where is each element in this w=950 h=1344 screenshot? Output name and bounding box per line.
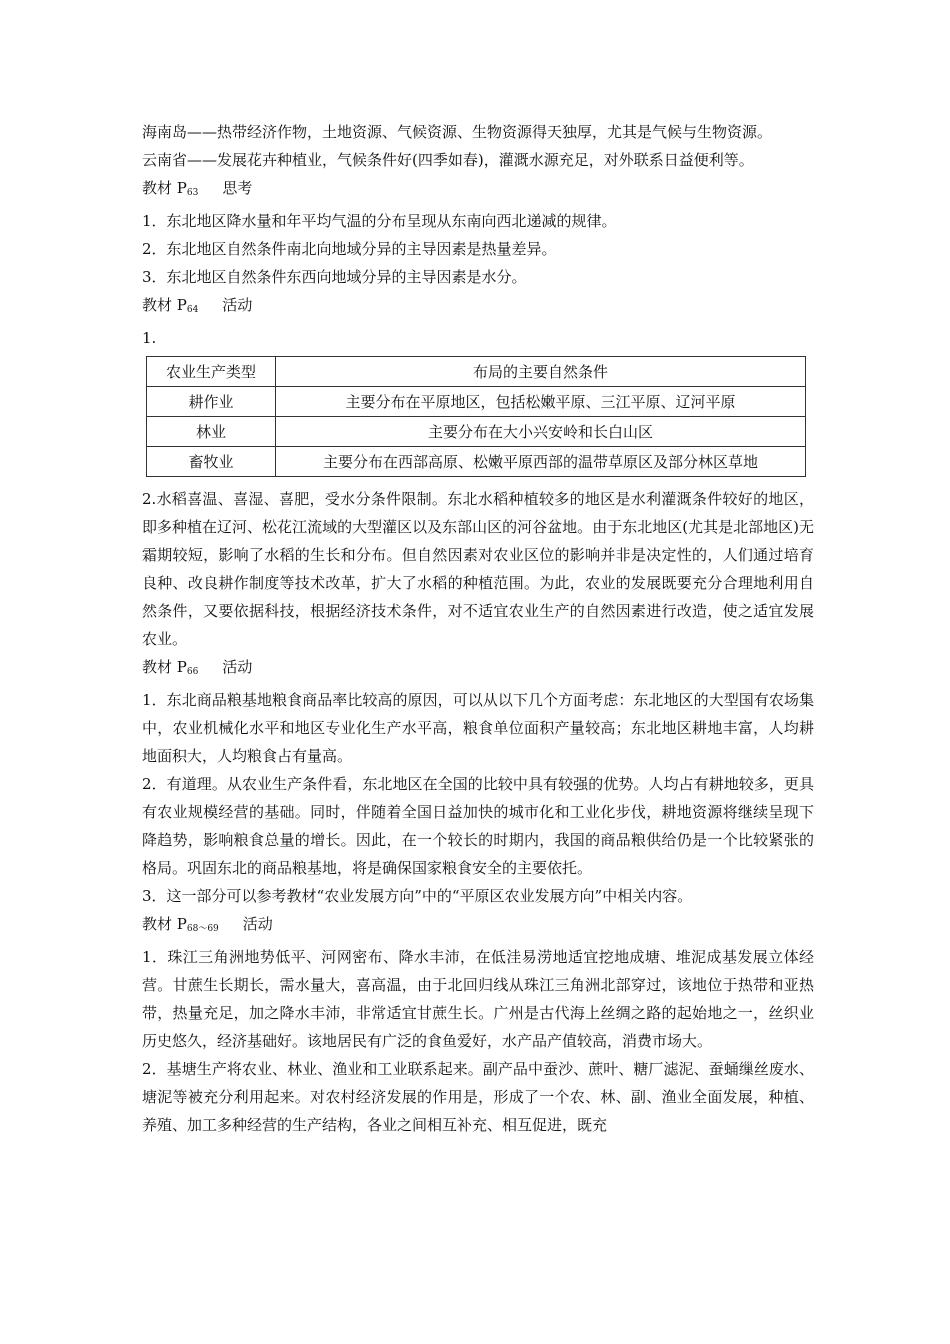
paragraph-yunnan: 云南省——发展花卉种植业，气候条件好(四季如春)，灌溉水源充足，对外联系日益便利等。 — [142, 151, 754, 169]
table-header-cell: 农业生产类型 — [147, 357, 276, 387]
page-number: 68～69 — [186, 924, 219, 934]
section-heading-p63 — [142, 174, 814, 207]
list-item: 2．有道理。从农业生产条件看，东北地区在全国的比较中具有较强的优势。人均占有耕地较多，更具有农业规模经营的基础。同时，伴随着全国日益加快的城市化和工业化步伐，耕地资源将继续呈现下降趋势，影响粮食总量的增长。因此，在一个较长的时期内，我国的商品粮供给仍是一个比较紧张的格局。巩固东北的商品粮基地，将是确保国家粮食安全的主要依托。 — [142, 775, 814, 877]
page-number: 63 — [186, 188, 199, 198]
agriculture-table — [146, 356, 806, 477]
table-cell: 主要分布在大小兴安岭和长白山区 — [276, 417, 806, 447]
table-header-row — [147, 357, 806, 387]
section-heading-prefix: 教材 P — [142, 179, 187, 197]
document-body — [142, 118, 814, 1139]
list-item: 2．东北地区自然条件南北向地域分异的主导因素是热量差异。 — [142, 240, 557, 258]
section-heading-prefix: 教材 P — [142, 296, 187, 314]
section-heading-prefix: 教材 P — [142, 915, 187, 933]
paragraph-hainan: 海南岛——热带经济作物，土地资源、气候资源、生物资源得天独厚，尤其是气候与生物资源。 — [142, 123, 773, 141]
paragraph-rice: 2.水稻喜温、喜湿、喜肥，受水分条件限制。东北水稻种植较多的地区是水利灌溉条件较好的地区，即多种植在辽河、松花江流域的大型灌区以及东部山区的河谷盆地。由于东北地区(尤其是北部地区)无霜期较短，影响了水稻的生长和分布。但自然因素对农业区位的影响并非是决定性的，人们通过培育良种、改良耕作制度等技术改革，扩大了水稻的种植范围。为此，农业的发展既要充分合理地利用自然条件，又要依据科技，根据经济技术条件，对不适宜农业生产的自然因素进行改造，使之适宜发展农业。 — [142, 490, 814, 648]
section-heading-p66 — [142, 653, 814, 686]
list-item: 3．这一部分可以参考教材“农业发展方向”中的“平原区农业发展方向”中相关内容。 — [142, 887, 693, 905]
section-heading-title: 活动 — [222, 296, 253, 314]
list-item: 1．珠江三角洲地势低平、河网密布、降水丰沛，在低洼易涝地适宜挖地成塘、堆泥成基发展立体经营。甘蔗生长期长，需水量大，喜高温，由于北回归线从珠江三角洲北部穿过，该地位于热带和亚热带，热量充足，加之降水丰沛，非常适宜甘蔗生长。广州是古代海上丝绸之路的起始地之一，丝织业历史悠久，经济基础好。该地居民有广泛的食鱼爱好，水产品产值较高，消费市场大。 — [142, 948, 814, 1050]
table-cell: 林业 — [147, 417, 276, 447]
table-cell: 主要分布在平原地区，包括松嫩平原、三江平原、辽河平原 — [276, 387, 806, 417]
list-item-number: 1. — [142, 329, 157, 347]
table-cell: 畜牧业 — [147, 447, 276, 477]
section-heading-title: 活动 — [222, 658, 253, 676]
table-header-cell: 布局的主要自然条件 — [276, 357, 806, 387]
section-heading-title: 活动 — [242, 915, 273, 933]
list-item: 2．基塘生产将农业、林业、渔业和工业联系起来。副产品中蚕沙、蔗叶、糖厂滤泥、蚕蛹缫丝废水、塘泥等被充分利用起来。对农村经济发展的作用是，形成了一个农、林、副、渔业全面发展，种植、养殖、加工多种经营的生产结构，各业之间相互补充、相互促进，既充 — [142, 1060, 814, 1134]
list-item: 1．东北商品粮基地粮食商品率比较高的原因，可以从以下几个方面考虑：东北地区的大型国有农场集中，农业机械化水平和地区专业化生产水平高，粮食单位面积产量较高；东北地区耕地丰富，人均耕地面积大，人均粮食占有量高。 — [142, 691, 814, 765]
section-heading-prefix: 教材 P — [142, 658, 187, 676]
list-item: 1．东北地区降水量和年平均气温的分布呈现从东南向西北递减的规律。 — [142, 212, 617, 230]
section-heading-p68 — [142, 910, 814, 943]
section-heading-p64 — [142, 291, 814, 324]
table-row — [147, 417, 806, 447]
section-heading-title: 思考 — [222, 179, 253, 197]
table-row — [147, 387, 806, 417]
table-cell: 耕作业 — [147, 387, 276, 417]
list-item: 3．东北地区自然条件东西向地域分异的主导因素是水分。 — [142, 268, 527, 286]
page-number: 66 — [186, 667, 199, 677]
table-cell: 主要分布在西部高原、松嫩平原西部的温带草原区及部分林区草地 — [276, 447, 806, 477]
page-number: 64 — [186, 305, 199, 315]
table-row — [147, 447, 806, 477]
